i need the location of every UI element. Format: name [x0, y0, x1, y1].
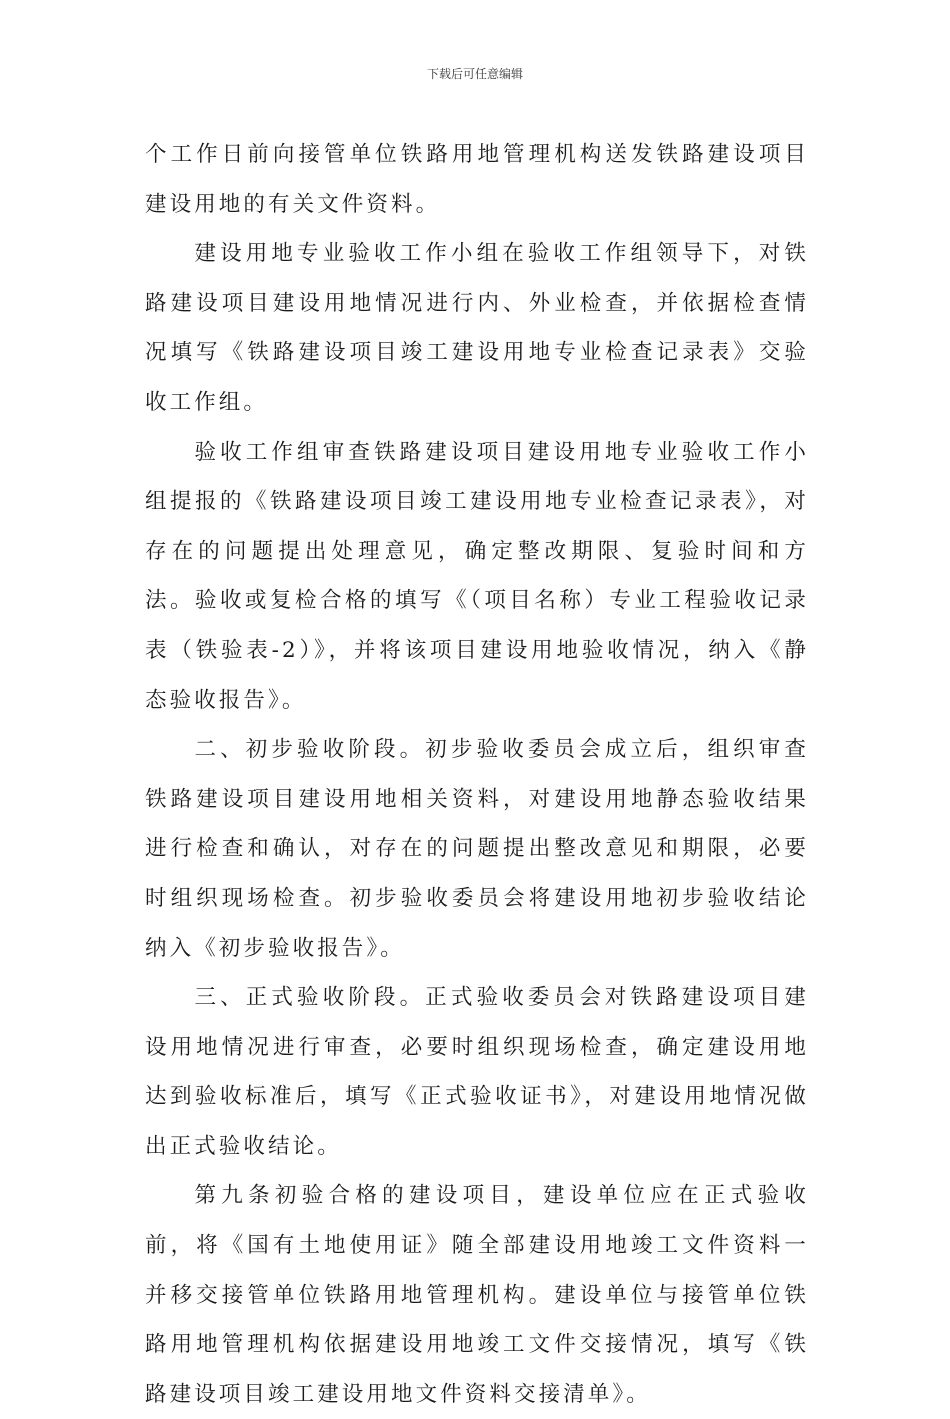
page-header-note: 下载后可任意编辑	[426, 67, 523, 81]
paragraph-article-nine: 第九条初验合格的建设项目，建设单位应在正式验收前，将《国有土地使用证》随全部建设用地竣工文件资料一并移交接管单位铁路用地管理机构。建设单位与接管单位铁路用地管理机构依据建设用地竣工文件交接情况，填写《铁路建设项目竣工建设用地文件资料交接清单》。	[145, 1183, 809, 1407]
paragraph-workgroup-review: 验收工作组审查铁路建设项目建设用地专业验收工作小组提报的《铁路建设项目竣工建设用地专业检查记录表》，对存在的问题提出处理意见，确定整改期限、复验时间和方法。验收或复检合格的填写《（项目名称）专业工程验收记录表（铁验表-2）》，并将该项目建设用地验收情况，纳入《静态验收报告》。	[145, 439, 809, 713]
paragraph-formal-acceptance: 三、正式验收阶段。正式验收委员会对铁路建设项目建设用地情况进行审查，必要时组织现场检查，确定建设用地达到验收标准后，填写《正式验收证书》，对建设用地情况做出正式验收结论。	[145, 985, 809, 1159]
document-body	[145, 130, 809, 1419]
paragraph-continuation: 个工作日前向接管单位铁路用地管理机构送发铁路建设项目建设用地的有关文件资料。	[145, 142, 809, 217]
paragraph-preliminary-acceptance: 二、初步验收阶段。初步验收委员会成立后，组织审查铁路建设项目建设用地相关资料，对建设用地静态验收结果进行检查和确认，对存在的问题提出整改意见和期限，必要时组织现场检查。初步验收委员会将建设用地初步验收结论纳入《初步验收报告》。	[145, 737, 809, 961]
paragraph-subgroup-inspection: 建设用地专业验收工作小组在验收工作组领导下，对铁路建设项目建设用地情况进行内、外业检查，并依据检查情况填写《铁路建设项目竣工建设用地专业检查记录表》交验收工作组。	[145, 241, 809, 415]
